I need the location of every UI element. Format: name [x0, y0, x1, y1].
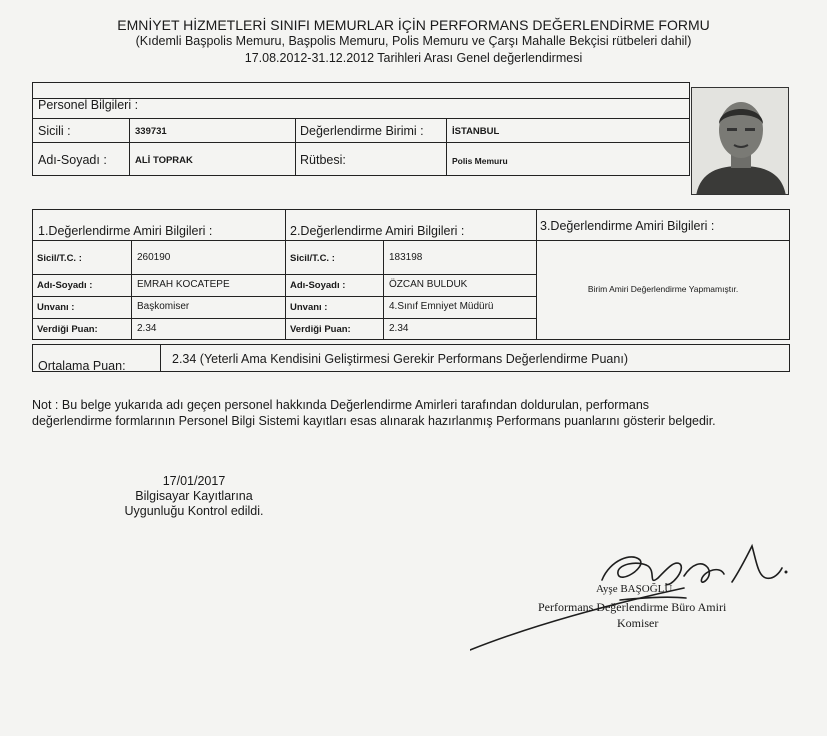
signature-name: Ayşe BAŞOĞLU — [596, 583, 673, 595]
personnel-section-label: Personel Bilgileri : — [38, 98, 139, 112]
evaluator-1-title-value: Başkomiser — [137, 301, 190, 312]
note-line-2: değerlendirme formlarının Personel Bilgi Sistemi kayıtları esas alınarak hazırlanmış Performans puanlarını gösterir belgedir. — [32, 414, 716, 428]
evaluator-2-title-value: 4.Sınıf Emniyet Müdürü — [389, 301, 494, 312]
rank-label: Rütbesi: — [300, 153, 346, 167]
note-line-1: Not : Bu belge yukarıda adı geçen personel hakkında Değerlendirme Amirleri tarafından doldurulan, performans — [32, 398, 650, 412]
personnel-photo — [691, 87, 789, 195]
average-value: 2.34 (Yeterli Ama Kendisini Geliştirmesi Gerekir Performans Değerlendirme Puanı) — [172, 352, 628, 366]
evaluator-1-title: 1.Değerlendirme Amiri Bilgileri : — [38, 224, 213, 238]
name-value: ALİ TOPRAK — [135, 155, 193, 166]
evaluator-2-sicil-label: Sicil/T.C. : — [290, 253, 335, 264]
evaluator-1-title-label: Unvanı : — [37, 302, 75, 313]
control-line-2: Uygunluğu Kontrol edildi. — [124, 504, 264, 518]
evaluator-2-sicil-value: 183198 — [389, 252, 423, 263]
evaluator-3-title: 3.Değerlendirme Amiri Bilgileri : — [540, 219, 715, 233]
rank-value: Polis Memuru — [452, 156, 508, 166]
average-label: Ortalama Puan: — [38, 359, 126, 373]
control-line-1: Bilgisayar Kayıtlarına — [135, 489, 253, 503]
unit-label: Değerlendirme Birimi : — [300, 124, 424, 138]
form-subtitle: (Kıdemli Başpolis Memuru, Başpolis Memuru, Polis Memuru ve Çarşı Mahalle Bekçisi rütbeleri dahil) — [135, 34, 692, 48]
evaluator-1-sicil-value: 260190 — [137, 252, 171, 263]
evaluator-1-sicil-label: Sicil/T.C. : — [37, 253, 82, 264]
evaluator-1-name-value: EMRAH KOCATEPE — [137, 279, 230, 290]
evaluator-1-score-label: Verdiği Puan: — [37, 324, 98, 335]
person-photo-icon — [692, 88, 789, 195]
unit-value: İSTANBUL — [452, 126, 500, 137]
evaluator-2-title: 2.Değerlendirme Amiri Bilgileri : — [290, 224, 465, 238]
evaluator-2-name-value: ÖZCAN BULDUK — [389, 279, 468, 290]
control-date: 17/01/2017 — [162, 474, 226, 488]
evaluator-2-name-label: Adı-Soyadı : — [290, 280, 346, 291]
signature-rank: Komiser — [617, 616, 659, 630]
sicil-value: 339731 — [135, 126, 167, 137]
signature-position: Performans Değerlendirme Büro Amiri — [538, 600, 727, 614]
name-label: Adı-Soyadı : — [38, 153, 107, 167]
handwritten-signature-icon — [470, 530, 800, 660]
form-period: 17.08.2012-31.12.2012 Tarihleri Arası Genel değerlendirmesi — [244, 51, 583, 65]
evaluator-2-title-label: Unvanı : — [290, 302, 328, 313]
form-title: EMNİYET HİZMETLERİ SINIFI MEMURLAR İÇİN PERFORMANS DEĞERLENDİRME FORMU — [117, 17, 710, 33]
evaluator-2-score-value: 2.34 — [389, 323, 409, 334]
evaluator-3-note: Birim Amiri Değerlendirme Yapmamıştır. — [587, 284, 739, 294]
evaluator-2-score-label: Verdiği Puan: — [290, 324, 351, 335]
evaluator-1-score-value: 2.34 — [137, 323, 157, 334]
sicil-label: Sicili : — [38, 124, 71, 138]
evaluator-1-name-label: Adı-Soyadı : — [37, 280, 93, 291]
